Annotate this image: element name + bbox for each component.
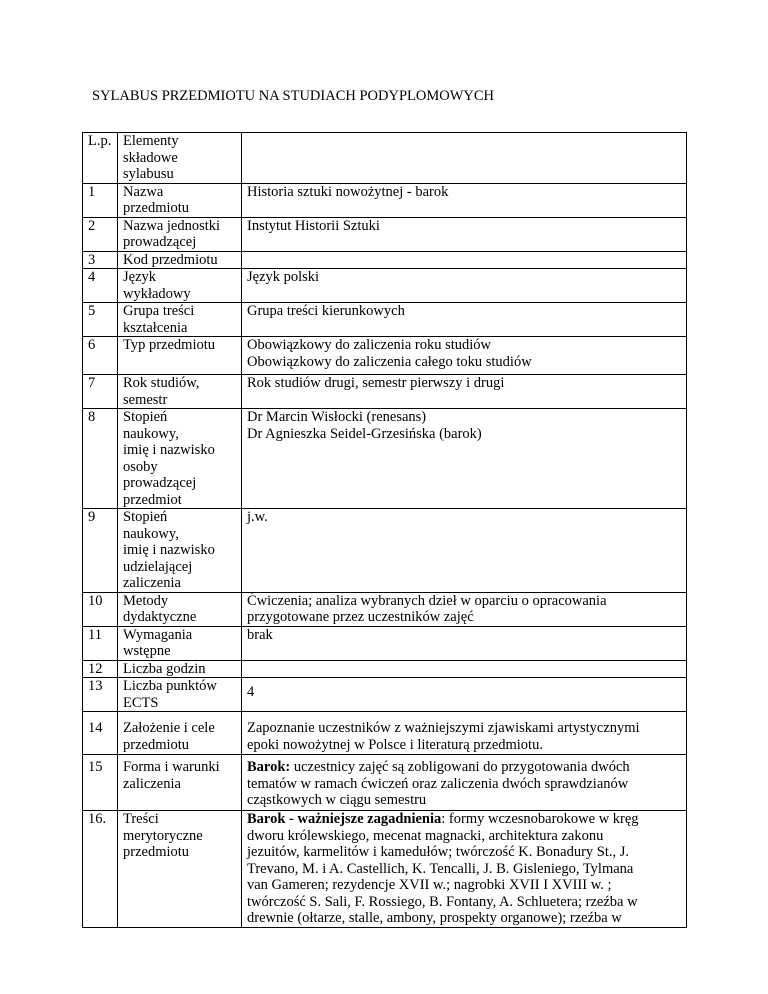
row-number: 5: [83, 303, 118, 337]
row-value: Grupa treści kierunkowych: [242, 303, 687, 337]
row-value: Obowiązkowy do zaliczenia roku studiów Obowiązkowy do zaliczenia całego toku studiów: [242, 337, 687, 375]
row-element: Wymagania wstępne: [118, 626, 242, 660]
element-header: Elementy składowe sylabusu: [118, 133, 242, 184]
value-text: : formy wczesnobarokowe w kręg dworu królewskiego, mecenat magnacki, architektura zakonu jezuitów, karmelitów i kamedułów; twórczość K. Bonadury St., J. Trevano, M. i A. Castellich, K. Tencalli, J. B. Gisleniego, Tylmana van Gameren; rezydencje XVII w.; nagrobki XVII I XVIII w. ; twórczość S. Sali, F. Rossiego, B. Fontany, A. Schluetera; rzeźba w drewnie (ołtarze, stalle, ambony, prospekty organowe); rzeźba w: [247, 811, 639, 926]
row-number: 13: [83, 678, 118, 712]
row-number: 10: [83, 592, 118, 626]
row-number: 12: [83, 660, 118, 678]
row-element: Kod przedmiotu: [118, 251, 242, 269]
row-number: 14: [83, 712, 118, 755]
row-value: [242, 660, 687, 678]
table-row: [83, 251, 687, 269]
row-element: Grupa treści kształcenia: [118, 303, 242, 337]
table-row: [83, 626, 687, 660]
value-bold-lead: Barok - ważniejsze zagadnienia: [247, 811, 442, 827]
row-number: 9: [83, 509, 118, 593]
row-element: Stopień naukowy, imię i nazwisko udzielającej zaliczenia: [118, 509, 242, 593]
row-element: Metody dydaktyczne: [118, 592, 242, 626]
table-row: [83, 592, 687, 626]
value-bold-lead: Barok:: [247, 759, 291, 775]
row-value: Instytut Historii Sztuki: [242, 217, 687, 251]
row-element: Stopień naukowy, imię i nazwisko osoby prowadzącej przedmiot: [118, 409, 242, 509]
row-element: Rok studiów, semestr: [118, 375, 242, 409]
table-row: [83, 811, 687, 928]
row-value: [242, 251, 687, 269]
row-element: Nazwa jednostki prowadzącej: [118, 217, 242, 251]
row-value: Ćwiczenia; analiza wybranych dzieł w oparciu o opracowania przygotowane przez uczestników zajęć: [242, 592, 687, 626]
row-number: 7: [83, 375, 118, 409]
table-row: [83, 712, 687, 755]
row-number: 3: [83, 251, 118, 269]
table-row: [83, 183, 687, 217]
lp-header: L.p.: [83, 133, 118, 184]
row-number: 11: [83, 626, 118, 660]
row-number: 15: [83, 755, 118, 811]
value-text: uczestnicy zajęć są zobligowani do przygotowania dwóch tematów w ramach ćwiczeń oraz zaliczenia dwóch sprawdzianów cząstkowych w ciągu semestru: [247, 759, 630, 808]
table-row: [83, 678, 687, 712]
row-element: Założenie i cele przedmiotu: [118, 712, 242, 755]
row-value: j.w.: [242, 509, 687, 593]
row-element: Liczba punktów ECTS: [118, 678, 242, 712]
row-number: 2: [83, 217, 118, 251]
row-element: Język wykładowy: [118, 269, 242, 303]
table-row: [83, 755, 687, 811]
table-row: [83, 660, 687, 678]
table-row: [83, 375, 687, 409]
row-value: Historia sztuki nowożytnej - barok: [242, 183, 687, 217]
row-value: brak: [242, 626, 687, 660]
syllabus-table: [82, 132, 687, 928]
table-row: [83, 409, 687, 509]
row-value: 4: [242, 678, 687, 712]
document-title: SYLABUS PRZEDMIOTU NA STUDIACH PODYPLOMOWYCH: [92, 88, 494, 104]
row-number: 4: [83, 269, 118, 303]
row-element: Nazwa przedmiotu: [118, 183, 242, 217]
row-element: Typ przedmiotu: [118, 337, 242, 375]
table-row: [83, 509, 687, 593]
table-row: [83, 337, 687, 375]
row-element: Forma i warunki zaliczenia: [118, 755, 242, 811]
row-element: Treści merytoryczne przedmiotu: [118, 811, 242, 928]
row-number: 6: [83, 337, 118, 375]
row-element: Liczba godzin: [118, 660, 242, 678]
value-header: [242, 133, 687, 184]
row-value: [242, 755, 687, 811]
row-value: [242, 811, 687, 928]
table-row: [83, 269, 687, 303]
row-value: Zapoznanie uczestników z ważniejszymi zjawiskami artystycznymi epoki nowożytnej w Polsce i literaturą przedmiotu.: [242, 712, 687, 755]
row-value: Język polski: [242, 269, 687, 303]
row-value: Dr Marcin Wisłocki (renesans) Dr Agnieszka Seidel-Grzesińska (barok): [242, 409, 687, 509]
table-header-row: [83, 133, 687, 184]
table-row: [83, 303, 687, 337]
row-number: 1: [83, 183, 118, 217]
row-number: 8: [83, 409, 118, 509]
row-number: 16.: [83, 811, 118, 928]
table-row: [83, 217, 687, 251]
row-value: Rok studiów drugi, semestr pierwszy i drugi: [242, 375, 687, 409]
